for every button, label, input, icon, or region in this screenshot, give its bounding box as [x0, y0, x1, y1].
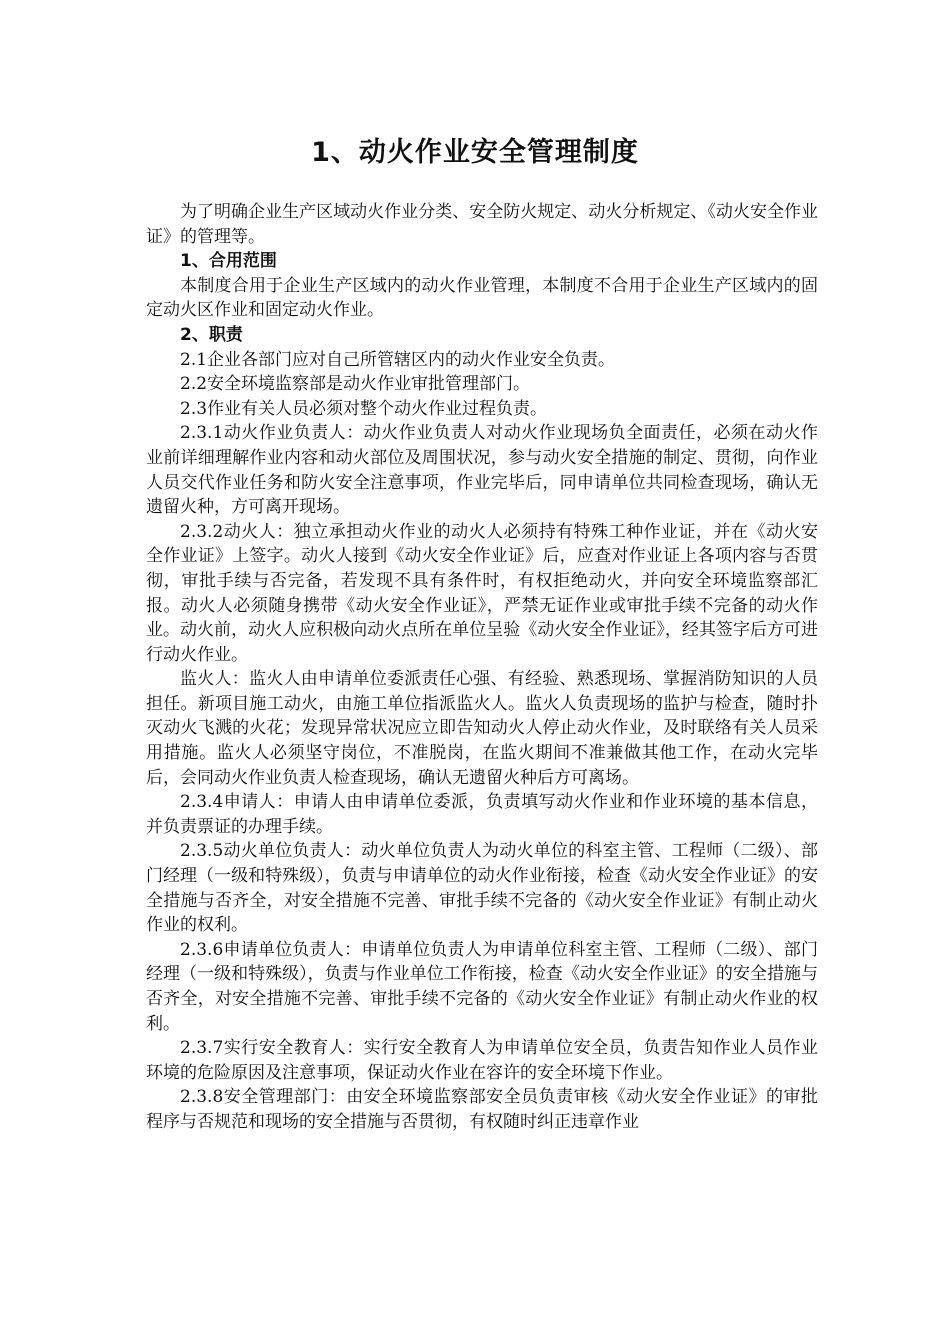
paragraph: 2.3.6申请单位负责人：申请单位负责人为申请单位科室主管、工程师（二级）、部门经理（一级和特殊级），负责与作业单位工作衔接，检查《动火安全作业证》的安全措施与否齐全，对安全措施不完善、审批手续不完备的《动火安全作业证》有制止动火作业的权利。 [146, 939, 818, 1034]
paragraph: 2.3.8安全管理部门：由安全环境监察部安全员负责审核《动火安全作业证》的审批程序与否规范和现场的安全措施与否贯彻，有权随时纠正违章作业 [146, 1087, 818, 1132]
document-title: 1、动火作业安全管理制度 [311, 137, 639, 168]
paragraph: 2.3.2动火人：独立承担动火作业的动火人必须持有特殊工种作业证，并在《动火安全作业证》上签字。动火人接到《动火安全作业证》后，应查对作业证上各项内容与否贯彻，审批手续与否完备，若发现不具有条件时，有权拒绝动火，并向安全环境监察部汇报。动火人必须随身携带《动火安全作业证》，严禁无证作业或审批手续不完备的动火作业。动火前，动火人应积极向动火点所在单位呈验《动火安全作业证》，经其签字后方可进行动火作业。 [146, 521, 818, 665]
paragraph: 2.2安全环境监察部是动火作业审批管理部门。 [180, 374, 531, 395]
paragraph: 监火人：监火人由申请单位委派责任心强、有经验、熟悉现场、掌握消防知识的人员担任。新项目施工动火，由施工单位指派监火人。监火人负责现场的监护与检查，随时扑灭动火飞溅的火花；发现异常状况应立即告知动火人停止动火作业，及时联络有关人员采用措施。监火人必须坚守岗位，不准脱岗，在监火期间不准兼做其他工作，在动火完毕后，会同动火作业负责人检查现场，确认无遗留火种后方可离场。 [146, 669, 818, 788]
paragraph: 2.3作业有关人员必须对整个动火作业过程负责。 [180, 398, 548, 419]
paragraph: 2.1企业各部门应对自己所管辖区内的动火作业安全负责。 [180, 349, 616, 370]
paragraph: 2.3.1动火作业负责人：动火作业负责人对动火作业现场负全面责任，必须在动火作业前详细理解作业内容和动火部位及周围状况，参与动火安全措施的制定、贯彻，向作业人员交代作业任务和防火安全注意事项，作业完毕后，同申请单位共同检查现场，确认无遗留火种，方可离开现场。 [146, 423, 818, 518]
paragraph: 2.3.7实行安全教育人：实行安全教育人为申请单位安全员，负责告知作业人员作业环境的危险原因及注意事项，保证动火作业在容许的安全环境下作业。 [146, 1038, 818, 1083]
document-body [146, 200, 818, 1135]
paragraph: 2.3.4申请人：申请人由申请单位委派，负责填写动火作业和作业环境的基本信息，并负责票证的办理手续。 [146, 792, 818, 837]
paragraph: 2.3.5动火单位负责人：动火单位负责人为动火单位的科室主管、工程师（二级）、部门经理（一级和特殊级），负责与申请单位的动火作业衔接，检查《动火安全作业证》的安全措施与否齐全，对安全措施不完善、审批手续不完备的《动火安全作业证》有制止动火作业的权利。 [146, 841, 818, 936]
section-heading: 2、职责 [180, 324, 243, 345]
paragraph: 本制度合用于企业生产区域内的动火作业管理，本制度不合用于企业生产区域内的固定动火区作业和固定动火作业。 [146, 275, 818, 321]
section-heading: 1、合用范围 [180, 251, 277, 272]
paragraph: 为了明确企业生产区域动火作业分类、安全防火规定、动火分析规定、《动火安全作业证》的管理等。 [146, 202, 818, 247]
